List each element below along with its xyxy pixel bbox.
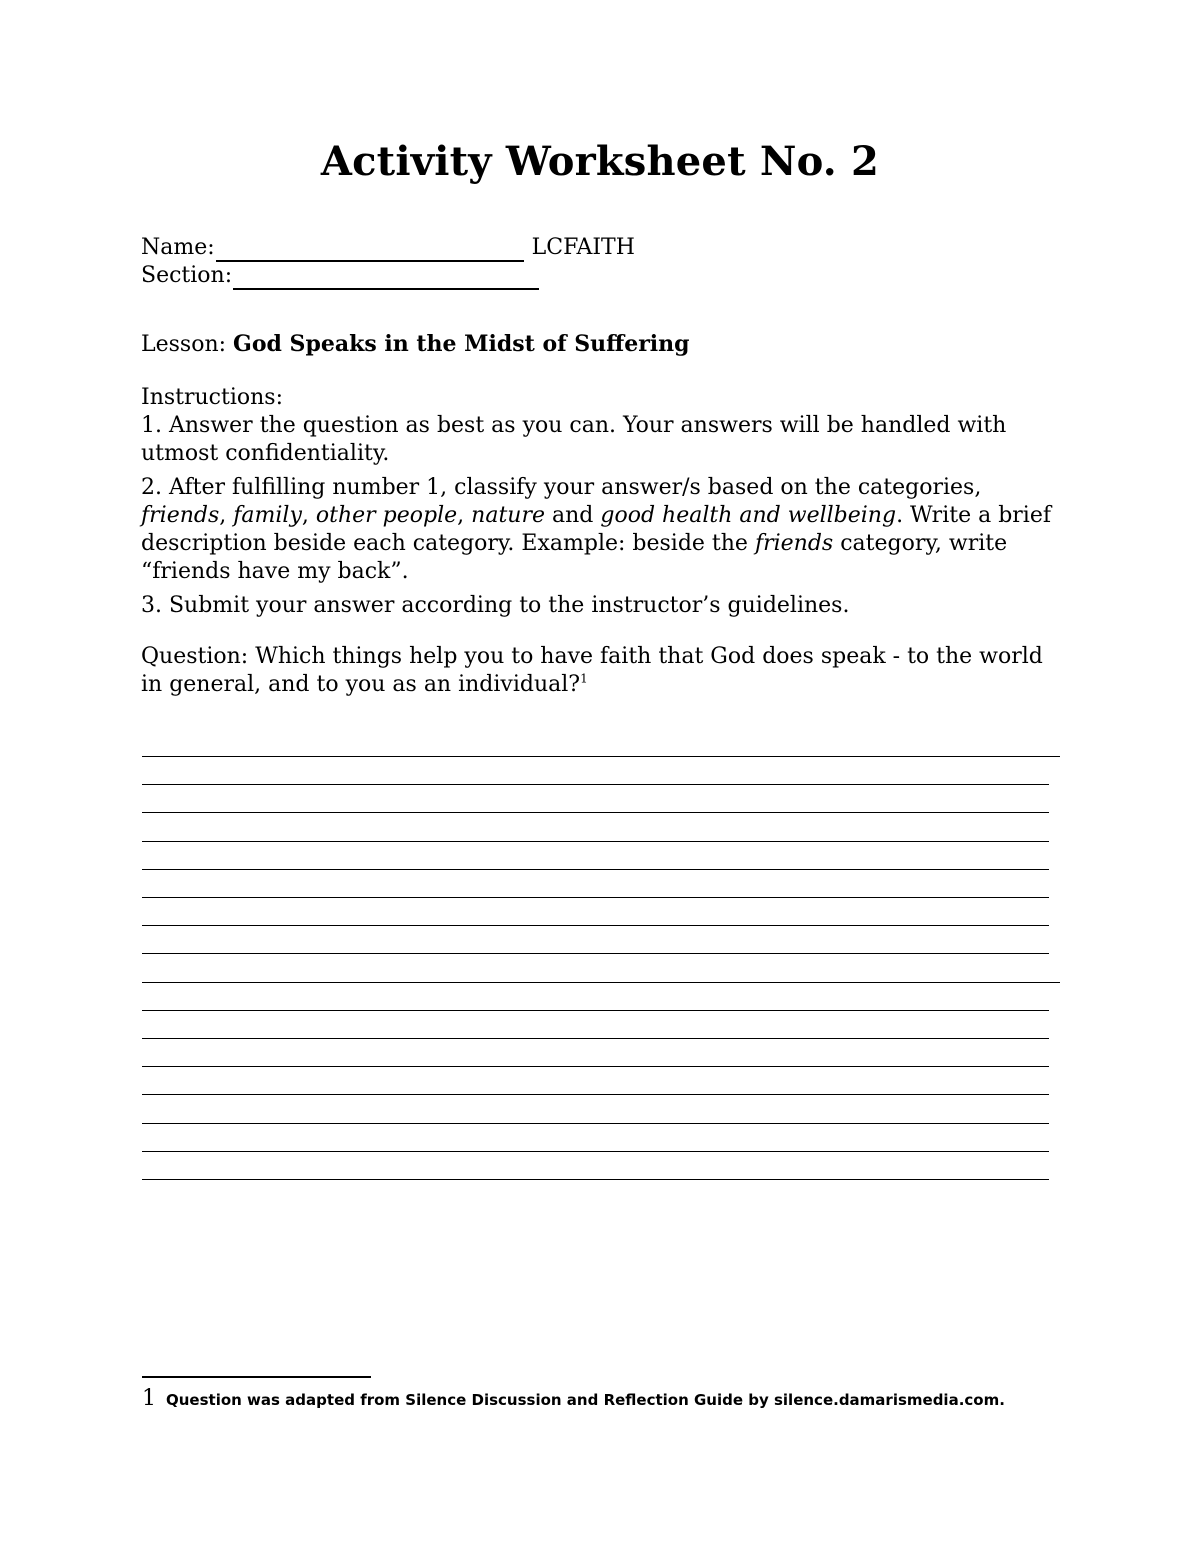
instruction-2-text-cont: . Write a brief description beside each category. Example: beside the: [141, 503, 1051, 556]
answer-line[interactable]: [142, 897, 1049, 898]
category-good-health: good health and wellbeing: [600, 503, 897, 528]
footnote-separator: [142, 1376, 371, 1378]
question-block: [141, 643, 1061, 699]
answer-line[interactable]: [142, 869, 1049, 870]
category-other-people: other people: [315, 503, 458, 528]
instructions-heading: Instructions:: [141, 385, 283, 410]
answer-line[interactable]: [142, 982, 1060, 983]
answer-line[interactable]: [142, 1066, 1049, 1067]
category-nature: nature: [471, 503, 546, 528]
category-family: family: [233, 503, 302, 528]
category-friends: friends: [141, 503, 220, 528]
instruction-2-text: 2. After fulfilling number 1, classify your answer/s based on the categories,: [141, 475, 982, 500]
question-text: Question: Which things help you to have faith that God does speak - to the world in general, and to you as an individual?: [141, 644, 1043, 697]
answer-line[interactable]: [142, 812, 1049, 813]
lesson-title: God Speaks in the Midst of Suffering: [233, 331, 690, 357]
answer-line[interactable]: [142, 1151, 1049, 1152]
answer-line[interactable]: [142, 784, 1049, 785]
page-title: Activity Worksheet No. 2: [320, 138, 880, 185]
student-fields: [141, 234, 635, 290]
instruction-item-3: 3. Submit your answer according to the instructor’s guidelines.: [141, 593, 850, 618]
footnote-number: 1: [142, 1386, 156, 1411]
answer-line[interactable]: [142, 925, 1049, 926]
section-blank-line[interactable]: [233, 266, 539, 290]
lesson-line: [141, 330, 690, 359]
answer-line[interactable]: [142, 756, 1060, 757]
footnote-text: Question was adapted from Silence Discussion and Reflection Guide by silence.damarismedia.com.: [166, 1391, 1005, 1409]
name-row: [141, 234, 635, 262]
answer-line[interactable]: [142, 841, 1049, 842]
instruction-2-example: category, write “friends have my back”.: [141, 531, 1008, 584]
answer-line[interactable]: [142, 1123, 1049, 1124]
name-label: Name:: [141, 235, 215, 260]
answer-line[interactable]: [142, 953, 1049, 954]
answer-line[interactable]: [142, 1179, 1049, 1180]
answer-line[interactable]: [142, 1038, 1049, 1039]
lesson-label: Lesson:: [141, 332, 227, 357]
footnote: [142, 1386, 1005, 1411]
example-category: friends: [754, 531, 834, 556]
instruction-2-and: and: [552, 503, 594, 528]
course-code: LCFAITH: [531, 235, 635, 260]
answer-line[interactable]: [142, 1010, 1049, 1011]
instruction-item-1: 1. Answer the question as best as you can. Your answers will be handled with utmost confidentiality.: [141, 413, 1007, 466]
section-label: Section:: [141, 263, 233, 288]
section-row: [141, 262, 635, 290]
instructions-block: [141, 384, 1051, 620]
name-blank-line[interactable]: [216, 238, 524, 262]
footnote-ref: 1: [580, 671, 588, 686]
answer-line[interactable]: [142, 1094, 1049, 1095]
instruction-item-2: 2. After fulfilling number 1, classify your answer/s based on the categories, friends, family, other people, nature and good health and wellbeing. Write a brief description beside each category. Example: beside the friends category, write “friends have my back”.: [141, 475, 1051, 584]
